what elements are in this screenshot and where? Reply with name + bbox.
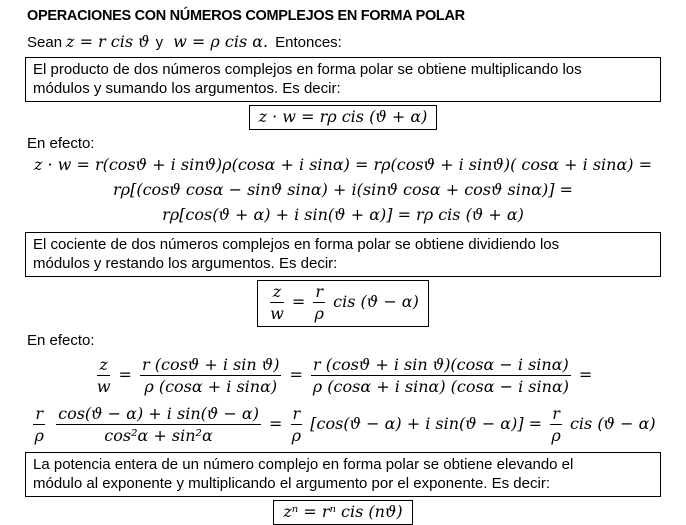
intro-post: Entonces: — [275, 34, 342, 51]
product-en-efecto-label: En efecto: — [27, 135, 95, 152]
fraction-z-over-w: $\frac{z}{w}$ — [96, 355, 111, 396]
quotient-en-efecto-label: En efecto: — [27, 332, 95, 349]
intro-math-w: w = ρ cis α. — [173, 32, 269, 51]
equals-sign: = — [289, 365, 303, 384]
product-formula-row — [25, 105, 661, 130]
quotient-statement-box — [25, 232, 661, 277]
equals-sign: = — [578, 365, 593, 384]
quotient-formula-box — [257, 280, 429, 327]
fraction-trig-simplified: $\frac{\text{cos(ϑ − α) + i sin(ϑ − α)}}{\text{cos²α + sin²α}}$ — [58, 404, 259, 445]
equals-sign: = — [118, 365, 132, 384]
quotient-derivation-middle: [cos(ϑ − α) + i sin(ϑ − α)] = — [310, 414, 543, 433]
intro-pre: Sean — [27, 34, 63, 51]
power-statement-line1: La potencia entera de un número complejo en forma polar se obtiene elevando el — [33, 456, 574, 473]
quotient-derivation-tail: cis (ϑ − α) — [569, 414, 656, 433]
equals-sign: = — [269, 414, 283, 433]
quotient-derivation-line2 — [25, 401, 661, 447]
quotient-statement-line2: módulos y restando los argumentos. Es decir: — [33, 255, 338, 272]
intro-conjunction: y — [155, 34, 164, 51]
quotient-formula-tail: cis (ϑ − α) — [333, 292, 419, 311]
fraction-r-over-rho: $\frac{r}{\rho}$ — [291, 404, 302, 445]
power-statement-line2: módulo al exponente y multiplicando el argumento por el exponente. Es decir: — [33, 475, 550, 492]
product-derivation-line3: rρ[cos(ϑ + α) + i sin(ϑ + α)] = rρ cis (ϑ + α) — [162, 205, 524, 224]
power-formula-box: zⁿ = rⁿ cis (nϑ) — [273, 500, 412, 525]
product-formula-box: z · w = rρ cis (ϑ + α) — [249, 105, 438, 130]
fraction-z-over-w: $\frac{z}{w}$ — [270, 282, 284, 323]
fraction-r-over-rho: $\frac{r}{\rho}$ — [314, 282, 324, 323]
quotient-derivation-line1 — [25, 352, 661, 398]
equals-sign: = — [291, 292, 306, 311]
fraction-r-over-rho: $\frac{r}{\rho}$ — [551, 404, 561, 445]
page-title: OPERACIONES CON NÚMEROS COMPLEJOS EN FORMA POLAR — [27, 8, 465, 24]
power-statement-box — [25, 452, 661, 497]
intro-math-z: z = r cis ϑ — [66, 32, 150, 51]
product-statement-box — [25, 57, 661, 102]
product-derivation-line1: z · w = r(cosϑ + i sinϑ)ρ(cosα + i sinα) = rρ(cosϑ + i sinϑ)( cosα + i sinα) = — [33, 155, 652, 174]
fraction-trig-conjugate: $\frac{\text{r (cosϑ + i sin ϑ)(cosα − i sinα)}}{\text{ρ (cosα + i sinα) (cosα − i sinα)}}$ — [312, 355, 569, 396]
intro-line — [25, 32, 661, 51]
power-formula-row — [25, 500, 661, 525]
product-statement-line2: módulos y sumando los argumentos. Es decir: — [33, 80, 341, 97]
product-statement-line1: El producto de dos números complejos en forma polar se obtiene multiplicando los — [33, 61, 582, 78]
fraction-trig-basic: $\frac{\text{r (cosϑ + i sin ϑ)}}{\text{ρ (cosα + i sinα)}}$ — [142, 355, 280, 396]
quotient-statement-line1: El cociente de dos números complejos en forma polar se obtiene dividiendo los — [33, 236, 560, 253]
quotient-formula-row — [25, 280, 661, 327]
fraction-r-over-rho: $\frac{r}{\rho}$ — [34, 404, 44, 445]
product-derivation-line2: rρ[(cosϑ cosα − sinϑ sinα) + i(sinϑ cosα + cosϑ sinα)] = — [113, 180, 573, 199]
